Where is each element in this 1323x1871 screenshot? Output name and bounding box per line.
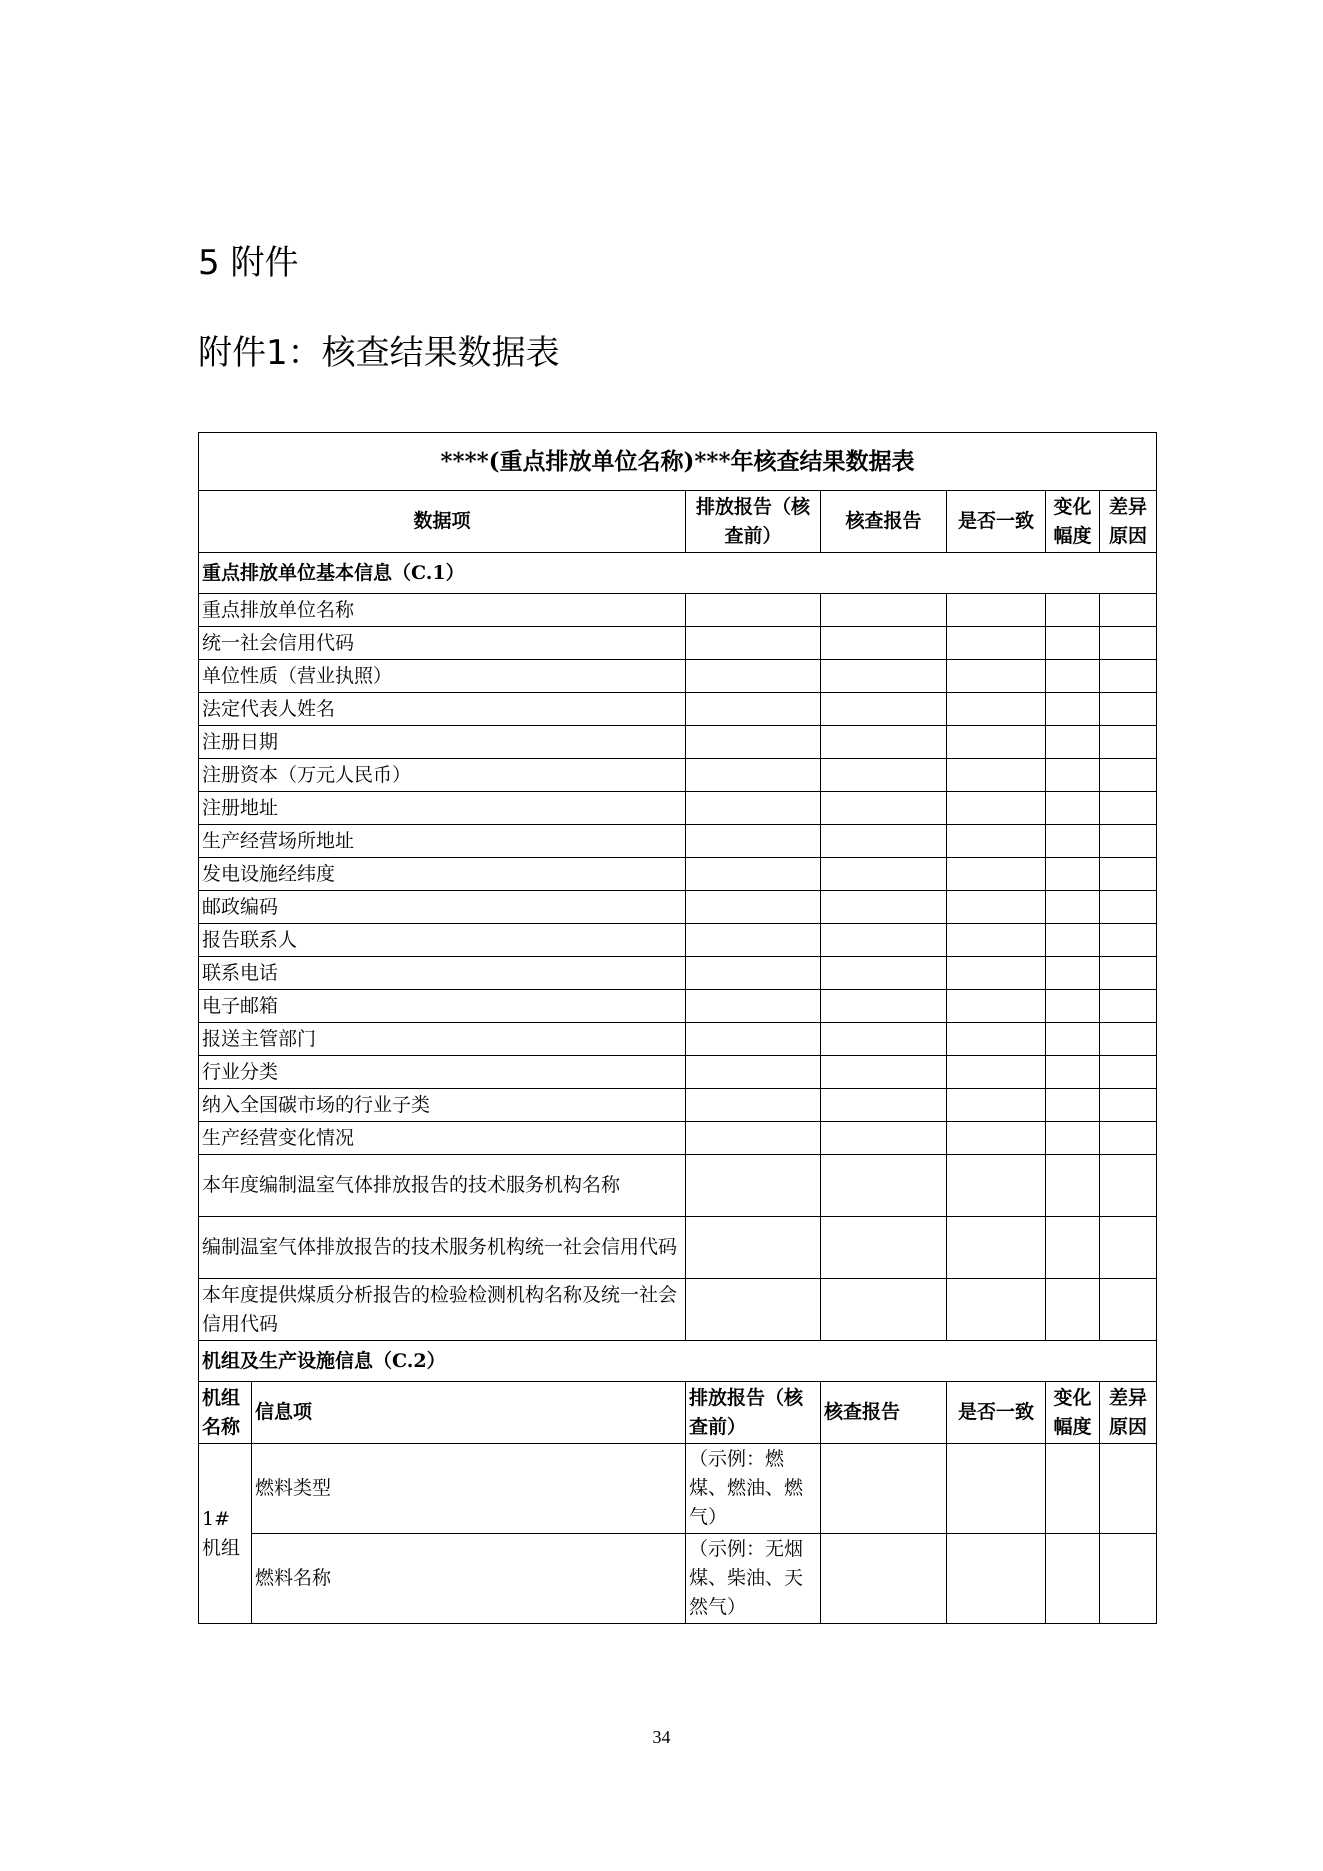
- table-row: [199, 825, 1157, 858]
- data-item-label: 报送主管部门: [199, 1023, 686, 1056]
- table-row: [199, 1155, 1157, 1217]
- reason-cell[interactable]: [1100, 1217, 1157, 1279]
- consistent-cell[interactable]: [947, 990, 1046, 1023]
- reason-cell[interactable]: [1100, 858, 1157, 891]
- consistent-cell[interactable]: [947, 660, 1046, 693]
- table-row: [199, 1534, 1157, 1624]
- header-verification-report: 核查报告: [821, 491, 947, 553]
- c2-header-change: 变化幅度: [1046, 1382, 1100, 1444]
- header-reason: 差异原因: [1100, 491, 1157, 553]
- consistent-cell[interactable]: [947, 759, 1046, 792]
- verification-report-cell[interactable]: [821, 957, 947, 990]
- reason-cell[interactable]: [1100, 792, 1157, 825]
- data-item-label: 单位性质（营业执照）: [199, 660, 686, 693]
- table-row: [199, 1217, 1157, 1279]
- info-item-label: 燃料名称: [252, 1534, 686, 1624]
- info-item-label: 燃料类型: [252, 1444, 686, 1534]
- reason-cell[interactable]: [1100, 594, 1157, 627]
- consistent-cell[interactable]: [947, 924, 1046, 957]
- reason-cell[interactable]: [1100, 1534, 1157, 1624]
- data-item-label: 本年度提供煤质分析报告的检验检测机构名称及统一社会信用代码: [199, 1279, 686, 1341]
- data-item-label: 生产经营场所地址: [199, 825, 686, 858]
- data-item-label: 注册地址: [199, 792, 686, 825]
- change-cell[interactable]: [1046, 924, 1100, 957]
- reason-cell[interactable]: [1100, 1122, 1157, 1155]
- c2-header-verification-report: 核查报告: [821, 1382, 947, 1444]
- data-item-label: 注册日期: [199, 726, 686, 759]
- consistent-cell[interactable]: [947, 1534, 1046, 1624]
- verification-report-cell[interactable]: [821, 1534, 947, 1624]
- table-row: [199, 594, 1157, 627]
- table-row: [199, 957, 1157, 990]
- table-row: [199, 1023, 1157, 1056]
- change-cell[interactable]: [1046, 891, 1100, 924]
- reason-cell[interactable]: [1100, 726, 1157, 759]
- verification-report-cell[interactable]: [821, 1279, 947, 1341]
- data-item-label: 统一社会信用代码: [199, 627, 686, 660]
- consistent-cell[interactable]: [947, 858, 1046, 891]
- report-before-cell[interactable]: [686, 1089, 821, 1122]
- change-cell[interactable]: [1046, 858, 1100, 891]
- verification-report-cell[interactable]: [821, 858, 947, 891]
- consistent-cell[interactable]: [947, 627, 1046, 660]
- c2-header-row: [199, 1382, 1157, 1444]
- data-item-label: 生产经营变化情况: [199, 1122, 686, 1155]
- report-before-cell[interactable]: [686, 1155, 821, 1217]
- table-row: [199, 1279, 1157, 1341]
- data-item-label: 注册资本（万元人民币）: [199, 759, 686, 792]
- change-cell[interactable]: [1046, 627, 1100, 660]
- verification-report-cell[interactable]: [821, 726, 947, 759]
- table-row: [199, 1444, 1157, 1534]
- data-item-label: 邮政编码: [199, 891, 686, 924]
- reason-cell[interactable]: [1100, 660, 1157, 693]
- data-item-label: 编制温室气体排放报告的技术服务机构统一社会信用代码: [199, 1217, 686, 1279]
- table-row: [199, 792, 1157, 825]
- report-before-cell[interactable]: [686, 891, 821, 924]
- change-cell[interactable]: [1046, 693, 1100, 726]
- report-before-cell[interactable]: [686, 627, 821, 660]
- header-report-before: 排放报告（核查前）: [686, 491, 821, 553]
- section-c2-title: 机组及生产设施信息（C.2）: [199, 1341, 1157, 1382]
- reason-cell[interactable]: [1100, 693, 1157, 726]
- consistent-cell[interactable]: [947, 1155, 1046, 1217]
- data-item-label: 本年度编制温室气体排放报告的技术服务机构名称: [199, 1155, 686, 1217]
- change-cell[interactable]: [1046, 1534, 1100, 1624]
- c2-header-unit-name: 机组名称: [199, 1382, 252, 1444]
- verification-report-cell[interactable]: [821, 1089, 947, 1122]
- change-cell[interactable]: [1046, 759, 1100, 792]
- verification-report-cell[interactable]: [821, 1155, 947, 1217]
- section-c2-row: [199, 1341, 1157, 1382]
- table-row: [199, 924, 1157, 957]
- data-item-label: 重点排放单位名称: [199, 594, 686, 627]
- report-before-cell[interactable]: [686, 825, 821, 858]
- reason-cell[interactable]: [1100, 1056, 1157, 1089]
- report-before-cell[interactable]: [686, 693, 821, 726]
- page-number: 34: [652, 1727, 671, 1747]
- reason-cell[interactable]: [1100, 990, 1157, 1023]
- data-item-label: 行业分类: [199, 1056, 686, 1089]
- table-row: [199, 858, 1157, 891]
- verification-report-cell[interactable]: [821, 1056, 947, 1089]
- report-before-cell[interactable]: [686, 990, 821, 1023]
- header-consistent: 是否一致: [947, 491, 1046, 553]
- table-row: [199, 1056, 1157, 1089]
- data-item-label: 法定代表人姓名: [199, 693, 686, 726]
- verification-report-cell[interactable]: [821, 660, 947, 693]
- verification-report-cell[interactable]: [821, 1444, 947, 1534]
- verification-report-cell[interactable]: [821, 792, 947, 825]
- report-before-cell[interactable]: [686, 660, 821, 693]
- change-cell[interactable]: [1046, 990, 1100, 1023]
- change-cell[interactable]: [1046, 825, 1100, 858]
- consistent-cell[interactable]: [947, 1056, 1046, 1089]
- table-row: [199, 660, 1157, 693]
- reason-cell[interactable]: [1100, 1023, 1157, 1056]
- table-row: [199, 759, 1157, 792]
- table-row: [199, 693, 1157, 726]
- data-item-label: 报告联系人: [199, 924, 686, 957]
- consistent-cell[interactable]: [947, 594, 1046, 627]
- change-cell[interactable]: [1046, 957, 1100, 990]
- verification-report-cell[interactable]: [821, 825, 947, 858]
- c2-header-report-before: 排放报告（核查前）: [686, 1382, 821, 1444]
- verification-report-cell[interactable]: [821, 594, 947, 627]
- data-item-label: 电子邮箱: [199, 990, 686, 1023]
- consistent-cell[interactable]: [947, 792, 1046, 825]
- reason-cell[interactable]: [1100, 825, 1157, 858]
- c2-header-reason: 差异原因: [1100, 1382, 1157, 1444]
- table-row: [199, 627, 1157, 660]
- change-cell[interactable]: [1046, 726, 1100, 759]
- table-title: ****(重点排放单位名称)***年核查结果数据表: [199, 433, 1157, 491]
- change-cell[interactable]: [1046, 1056, 1100, 1089]
- report-before-example[interactable]: （示例：无烟煤、柴油、天然气）: [686, 1534, 821, 1624]
- report-before-cell[interactable]: [686, 1122, 821, 1155]
- consistent-cell[interactable]: [947, 1023, 1046, 1056]
- data-item-label: 纳入全国碳市场的行业子类: [199, 1089, 686, 1122]
- consistent-cell[interactable]: [947, 1444, 1046, 1534]
- verification-report-cell[interactable]: [821, 1023, 947, 1056]
- header-data-item: 数据项: [199, 491, 686, 553]
- report-before-cell[interactable]: [686, 1023, 821, 1056]
- reason-cell[interactable]: [1100, 1089, 1157, 1122]
- reason-cell[interactable]: [1100, 759, 1157, 792]
- consistent-cell[interactable]: [947, 891, 1046, 924]
- reason-cell[interactable]: [1100, 957, 1157, 990]
- data-item-label: 发电设施经纬度: [199, 858, 686, 891]
- unit-name-cell: 1#机组: [199, 1444, 252, 1624]
- report-before-cell[interactable]: [686, 759, 821, 792]
- reason-cell[interactable]: [1100, 1279, 1157, 1341]
- consistent-cell[interactable]: [947, 825, 1046, 858]
- report-before-example[interactable]: （示例：燃煤、燃油、燃气）: [686, 1444, 821, 1534]
- consistent-cell[interactable]: [947, 726, 1046, 759]
- change-cell[interactable]: [1046, 594, 1100, 627]
- change-cell[interactable]: [1046, 1217, 1100, 1279]
- change-cell[interactable]: [1046, 1122, 1100, 1155]
- data-item-label: 联系电话: [199, 957, 686, 990]
- consistent-cell[interactable]: [947, 1217, 1046, 1279]
- table-row: [199, 990, 1157, 1023]
- verification-report-cell[interactable]: [821, 891, 947, 924]
- verification-report-cell[interactable]: [821, 924, 947, 957]
- consistent-cell[interactable]: [947, 1122, 1046, 1155]
- reason-cell[interactable]: [1100, 627, 1157, 660]
- section-c1-title: 重点排放单位基本信息（C.1）: [199, 553, 1157, 594]
- verification-report-cell[interactable]: [821, 693, 947, 726]
- consistent-cell[interactable]: [947, 1279, 1046, 1341]
- reason-cell[interactable]: [1100, 1155, 1157, 1217]
- verification-report-cell[interactable]: [821, 1122, 947, 1155]
- report-before-cell[interactable]: [686, 792, 821, 825]
- verification-report-cell[interactable]: [821, 990, 947, 1023]
- change-cell[interactable]: [1046, 1023, 1100, 1056]
- change-cell[interactable]: [1046, 1089, 1100, 1122]
- table-row: [199, 726, 1157, 759]
- reason-cell[interactable]: [1100, 924, 1157, 957]
- report-before-cell[interactable]: [686, 1217, 821, 1279]
- consistent-cell[interactable]: [947, 957, 1046, 990]
- c2-header-info-item: 信息项: [252, 1382, 686, 1444]
- reason-cell[interactable]: [1100, 891, 1157, 924]
- header-change: 变化幅度: [1046, 491, 1100, 553]
- table-row: [199, 891, 1157, 924]
- report-before-cell[interactable]: [686, 957, 821, 990]
- reason-cell[interactable]: [1100, 1444, 1157, 1534]
- verification-report-cell[interactable]: [821, 627, 947, 660]
- report-before-cell[interactable]: [686, 1279, 821, 1341]
- report-before-cell[interactable]: [686, 858, 821, 891]
- section-heading: 5 附件: [198, 243, 299, 283]
- report-before-cell[interactable]: [686, 924, 821, 957]
- report-before-cell[interactable]: [686, 726, 821, 759]
- consistent-cell[interactable]: [947, 1089, 1046, 1122]
- change-cell[interactable]: [1046, 1279, 1100, 1341]
- change-cell[interactable]: [1046, 1155, 1100, 1217]
- table-row: [199, 1089, 1157, 1122]
- consistent-cell[interactable]: [947, 693, 1046, 726]
- change-cell[interactable]: [1046, 1444, 1100, 1534]
- change-cell[interactable]: [1046, 792, 1100, 825]
- verification-report-cell[interactable]: [821, 759, 947, 792]
- attachment-heading: 附件1：核查结果数据表: [198, 333, 560, 373]
- table-row: [199, 1122, 1157, 1155]
- report-before-cell[interactable]: [686, 1056, 821, 1089]
- verification-report-cell[interactable]: [821, 1217, 947, 1279]
- c2-header-consistent: 是否一致: [947, 1382, 1046, 1444]
- report-before-cell[interactable]: [686, 594, 821, 627]
- verification-result-table: [198, 432, 1157, 1624]
- change-cell[interactable]: [1046, 660, 1100, 693]
